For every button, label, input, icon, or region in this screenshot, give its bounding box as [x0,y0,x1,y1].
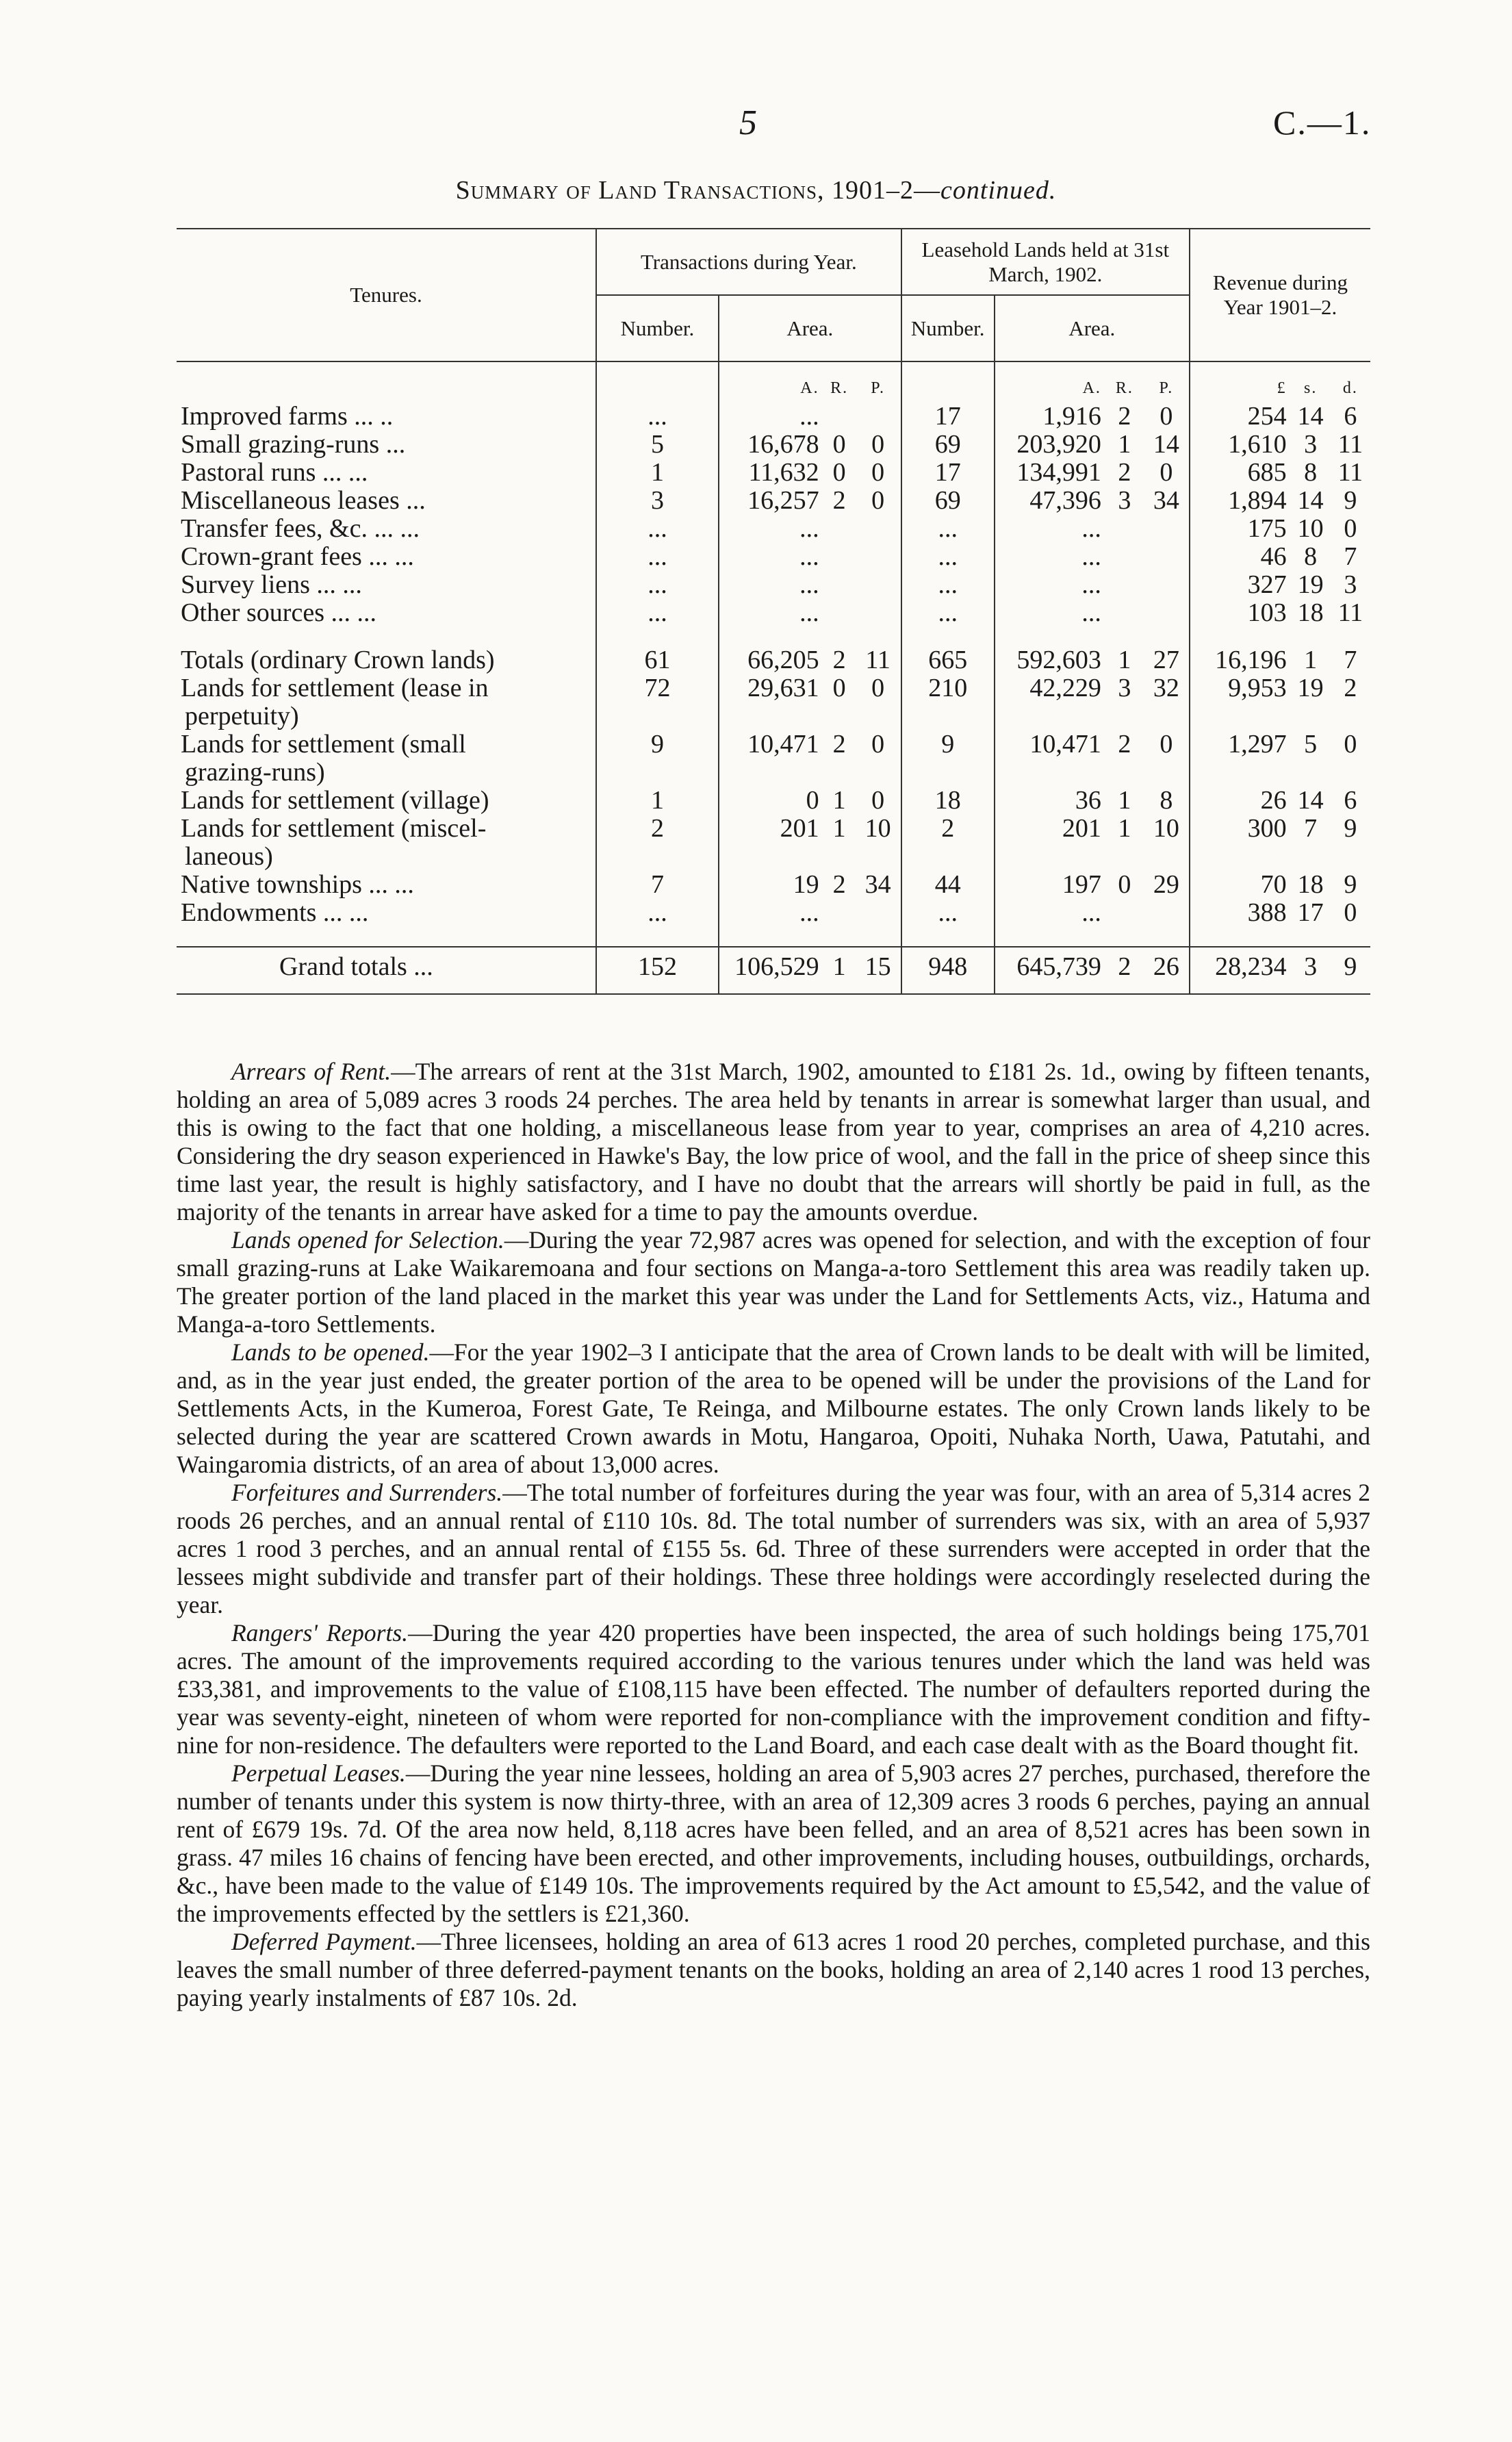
document-reference: C.—1. [1273,103,1372,142]
transactions-roods [823,515,856,543]
paragraph-heading: Perpetual Leases. [231,1759,406,1787]
revenue-pounds: 26 [1190,787,1291,815]
revenue-pounds: 103 [1190,599,1291,627]
table-row [177,815,1370,871]
transactions-perches: 0 [871,486,885,515]
transactions-acres: ... [719,403,823,431]
header-tenures: Tenures. [177,229,596,361]
land-transactions-table [177,228,1370,995]
revenue-shillings: 7 [1304,814,1318,843]
revenue-pence: 11 [1337,430,1363,459]
transactions-perches [856,599,901,627]
table-row [177,646,1370,674]
leasehold-roods [1105,599,1144,627]
transactions-roods: 0 [832,430,846,459]
revenue-pence: 6 [1344,786,1357,815]
units-row [177,361,1370,403]
leasehold-perches [1144,599,1190,627]
revenue-pence: 6 [1344,402,1357,431]
paragraph-text: —The total number of forfeitures during the year was four, with an area of 5,314 acres 2 roods 26 perches, and an annual rental of £110 10s. 8d. The total number of surrenders was six, with an area of 5,937 acres 1 rood 3 perches, and an annual rental of £155 5s. 6d. Three of these surrenders were accepted in order that the lessees might subdivide and transfer part of their holdings. These three holdings were accordingly reselected during the year. [177,1479,1371,1618]
leasehold-number: 9 [901,730,995,787]
transactions-roods: 1 [832,786,846,815]
unit-roods: R. [1115,379,1133,397]
transactions-roods: 2 [832,646,846,674]
table-title-suffix: continued. [940,176,1057,205]
table-row [177,787,1370,815]
header-leasehold-area: Area. [995,295,1190,361]
leasehold-number: 665 [901,646,995,674]
leasehold-perches: 0 [1159,458,1173,487]
leasehold-perches: 27 [1153,646,1179,674]
table-row [177,571,1370,599]
transactions-perches: 10 [864,814,891,843]
leasehold-acres: ... [995,599,1105,627]
table-row [177,543,1370,571]
paragraph [177,1928,1370,2012]
revenue-shillings: 8 [1304,542,1318,571]
revenue-pounds: 300 [1190,815,1291,871]
revenue-pence: 7 [1344,646,1357,674]
leasehold-roods [1105,571,1144,599]
header-transactions-number: Number. [596,295,719,361]
revenue-pence: 9 [1344,952,1357,981]
leasehold-roods: 2 [1118,458,1131,487]
leasehold-perches [1144,515,1190,543]
tenure-label: Grand totals ... [279,952,433,981]
revenue-pounds: 388 [1190,899,1291,927]
table-row [177,899,1370,927]
unit-roods: R. [830,379,849,397]
transactions-roods: 0 [832,674,846,702]
leasehold-number: ... [901,543,995,571]
tenure-label: Small grazing-runs ... [181,430,406,459]
table-row [177,431,1370,459]
transactions-perches: 0 [871,674,885,702]
report-body [177,1058,1370,2012]
paragraph-text: —During the year 72,987 acres was opened for selection, and with the exception of four small grazing-runs at Lake Waikaremoana and four sections on Manga-a-toro Settlement this area was readily taken up. The greater portion of the land placed in the market this year was under the Land for Settlements Acts, viz., Hatuma and Manga-a-toro Settlements. [177,1226,1370,1338]
leasehold-number: 2 [901,815,995,871]
table-row [177,403,1370,431]
tenure-label: Miscellaneous leases ... [181,486,426,515]
leasehold-acres: 134,991 [995,459,1105,487]
transactions-number: ... [596,571,719,599]
transactions-acres: 0 [719,787,823,815]
table-row [177,730,1370,787]
leasehold-number: 17 [901,459,995,487]
paragraph-heading: Rangers' Reports. [231,1619,409,1646]
transactions-number: 2 [596,815,719,871]
transactions-roods: 1 [832,814,846,843]
revenue-pounds: 16,196 [1190,646,1291,674]
leasehold-number: 18 [901,787,995,815]
leasehold-number: 210 [901,674,995,730]
transactions-number: ... [596,543,719,571]
leasehold-acres: 203,920 [995,431,1105,459]
revenue-pounds: 685 [1190,459,1291,487]
unit-acres: A. [719,361,823,403]
leasehold-number: ... [901,571,995,599]
tenure-cell [177,515,596,543]
tenure-cell [177,459,596,487]
leasehold-acres: ... [995,899,1105,927]
paragraph [177,1338,1370,1479]
transactions-acres: 201 [719,815,823,871]
header-leasehold-number: Number. [901,295,995,361]
tenure-label: Other sources ... ... [181,598,376,627]
table-title [0,175,1512,205]
paragraph-heading: Deferred Payment. [231,1928,417,1955]
transactions-acres: ... [719,899,823,927]
revenue-shillings: 1 [1304,646,1318,674]
leasehold-perches: 34 [1153,486,1179,515]
transactions-perches: 0 [871,458,885,487]
unit-perches: P. [1159,379,1174,397]
tenure-cell [177,599,596,627]
leasehold-roods: 2 [1118,952,1131,981]
leasehold-acres: ... [995,571,1105,599]
leasehold-acres: 201 [995,815,1105,871]
revenue-shillings: 18 [1297,598,1324,627]
table-row [177,599,1370,627]
transactions-number: ... [596,899,719,927]
revenue-pounds: 254 [1190,403,1291,431]
transactions-roods [823,571,856,599]
paragraph-text: —For the year 1902–3 I anticipate that the area of Crown lands to be dealt with will be limited, and, as in the year just ended, the greater portion of the area to be opened will be under the provisions of the Land for Settlements Acts, in the Kumeroa, Forest Gate, Te Reinga, and Milbourne estates. The only Crown lands likely to be selected during the year are scattered Crown awards in Motu, Hangaroa, Opoiti, Nuhaka North, Uawa, Patutahi, and Waingaromia districts, of an area of about 13,000 acres. [177,1338,1370,1478]
leasehold-acres: 645,739 [995,947,1105,994]
tenure-label: Improved farms ... .. [181,402,394,431]
transactions-acres: 19 [719,871,823,899]
table-row [177,487,1370,515]
revenue-pence: 0 [1344,898,1357,927]
transactions-number: 1 [596,787,719,815]
tenure-label: Totals (ordinary Crown lands) [181,646,495,674]
transactions-perches: 34 [864,870,891,899]
revenue-pence: 2 [1344,674,1357,702]
revenue-pounds: 1,297 [1190,730,1291,787]
paragraph [177,1479,1370,1619]
revenue-pounds: 28,234 [1190,947,1291,994]
header-leasehold: Leasehold Lands held at 31st March, 1902. [901,229,1190,295]
unit-acres: A. [995,361,1105,403]
revenue-pounds: 1,610 [1190,431,1291,459]
transactions-number: 152 [596,947,719,994]
leasehold-perches: 8 [1159,786,1173,815]
tenure-label: Endowments ... ... [181,898,369,927]
tenure-cell [177,571,596,599]
table-row [177,674,1370,730]
leasehold-roods: 1 [1118,430,1131,459]
transactions-perches: 11 [865,646,890,674]
table-row [177,459,1370,487]
leasehold-acres: 10,471 [995,730,1105,787]
transactions-roods: 0 [832,458,846,487]
transactions-number: 1 [596,459,719,487]
leasehold-perches: 29 [1153,870,1179,899]
revenue-shillings: 10 [1297,514,1324,543]
revenue-pence: 9 [1344,814,1357,843]
paragraph-heading: Arrears of Rent. [231,1058,392,1085]
tenure-cell [177,403,596,431]
transactions-number: 72 [596,674,719,730]
transactions-acres: 16,257 [719,487,823,515]
revenue-shillings: 17 [1297,898,1324,927]
tenure-cell [177,646,596,674]
transactions-perches [856,515,901,543]
revenue-pence: 9 [1344,486,1357,515]
unit-pence: d. [1342,379,1358,397]
transactions-perches [856,543,901,571]
header-transactions-area: Area. [719,295,901,361]
transactions-acres: 11,632 [719,459,823,487]
transactions-number: ... [596,403,719,431]
leasehold-number: 44 [901,871,995,899]
tenure-cell [177,871,596,899]
revenue-shillings: 8 [1304,458,1318,487]
leasehold-perches: 0 [1159,730,1173,759]
leasehold-roods [1105,515,1144,543]
transactions-perches: 15 [864,952,891,981]
revenue-pence: 9 [1344,870,1357,899]
leasehold-perches: 10 [1153,814,1179,843]
paragraph-heading: Forfeitures and Surrenders. [231,1479,503,1506]
paragraph [177,1759,1370,1928]
unit-perches: P. [871,379,885,397]
revenue-shillings: 5 [1304,730,1318,759]
leasehold-number: 69 [901,487,995,515]
revenue-pounds: 9,953 [1190,674,1291,730]
tenure-label: Native townships ... ... [181,870,414,899]
transactions-perches: 0 [871,730,885,759]
revenue-pounds: 327 [1190,571,1291,599]
leasehold-perches [1144,899,1190,927]
transactions-roods [823,403,856,431]
transactions-number: 3 [596,487,719,515]
tenure-cell [177,787,596,815]
leasehold-roods [1105,899,1144,927]
transactions-acres: 66,205 [719,646,823,674]
leasehold-roods: 3 [1118,674,1131,702]
leasehold-number: ... [901,515,995,543]
tenure-cell [177,899,596,927]
transactions-roods [823,599,856,627]
revenue-pence: 7 [1344,542,1357,571]
transactions-acres: ... [719,599,823,627]
paragraph-text: —The arrears of rent at the 31st March, 1902, amounted to £181 2s. 1d., owing by fifteen tenants, holding an area of 5,089 acres 3 roods 24 perches. The area held by tenants in arrear is somewhat larger than usual, and this is owing to the fact that one holding, a miscellaneous lease from year to year, comprises an area of 4,210 acres. Considering the dry season experienced in Hawke's Bay, the low price of wool, and the fall in the price of sheep since this time last year, the result is highly satisfactory, and I have no doubt that the arrears will shortly be paid in full, as the majority of the tenants in arrear have asked for a time to pay the amounts overdue. [177,1058,1370,1225]
paragraph-text: —Three licensees, holding an area of 613 acres 1 rood 20 perches, completed purchase, and this leaves the small number of three deferred-payment tenants on the books, holding an area of 2,140 acres 1 rood 13 perches, paying yearly instalments of £87 10s. 2d. [177,1928,1370,2011]
leasehold-number: 69 [901,431,995,459]
revenue-shillings: 18 [1297,870,1324,899]
transactions-perches [856,403,901,431]
transactions-number: 5 [596,431,719,459]
leasehold-number: ... [901,899,995,927]
leasehold-acres: 1,916 [995,403,1105,431]
revenue-pounds: 175 [1190,515,1291,543]
tenure-cell [177,487,596,515]
transactions-acres: 106,529 [719,947,823,994]
leasehold-perches: 26 [1153,952,1179,981]
paragraph [177,1058,1370,1226]
leasehold-acres: 36 [995,787,1105,815]
tenure-cell [177,815,596,871]
revenue-pence: 11 [1337,598,1363,627]
unit-shillings: s. [1303,379,1318,397]
transactions-roods [823,543,856,571]
leasehold-number: 948 [901,947,995,994]
table-title-main: Summary of Land Transactions, 1901–2— [455,176,941,205]
transactions-perches: 0 [871,786,885,815]
leasehold-roods [1105,543,1144,571]
revenue-pounds: 70 [1190,871,1291,899]
leasehold-perches [1144,543,1190,571]
leasehold-acres: 47,396 [995,487,1105,515]
leasehold-number: 17 [901,403,995,431]
paragraph [177,1226,1370,1338]
leasehold-perches [1144,571,1190,599]
tenure-label-continued: laneous) [185,842,273,871]
tenure-label: Lands for settlement (miscel- [181,814,487,843]
tenure-cell [177,543,596,571]
transactions-acres: 16,678 [719,431,823,459]
leasehold-roods: 3 [1118,486,1131,515]
revenue-pence: 0 [1344,514,1357,543]
transactions-roods [823,899,856,927]
revenue-shillings: 14 [1297,402,1324,431]
transactions-number: ... [596,515,719,543]
revenue-pounds: 1,894 [1190,487,1291,515]
transactions-roods: 2 [832,486,846,515]
page-number: 5 [739,103,757,142]
leasehold-roods: 2 [1118,730,1131,759]
paragraph [177,1619,1370,1759]
spacer-row [177,927,1370,947]
grand-totals-row [177,947,1370,994]
leasehold-roods: 1 [1118,814,1131,843]
leasehold-acres: ... [995,515,1105,543]
transactions-number: 9 [596,730,719,787]
revenue-pence: 0 [1344,730,1357,759]
transactions-perches [856,899,901,927]
transactions-roods: 2 [832,870,846,899]
transactions-acres: 29,631 [719,674,823,730]
tenure-label: Transfer fees, &c. ... ... [181,514,420,543]
transactions-perches [856,571,901,599]
paragraph-heading: Lands to be opened. [231,1338,430,1366]
revenue-shillings: 3 [1304,430,1318,459]
tenure-cell [177,674,596,730]
leasehold-roods: 2 [1118,402,1131,431]
tenure-cell [177,730,596,787]
revenue-shillings: 19 [1297,570,1324,599]
revenue-pounds: 46 [1190,543,1291,571]
unit-pounds: £ [1190,361,1291,403]
tenure-label: Crown-grant fees ... ... [181,542,414,571]
header-transactions: Transactions during Year. [596,229,901,295]
tenure-label: Lands for settlement (small [181,730,466,759]
leasehold-perches: 14 [1153,430,1179,459]
transactions-roods: 1 [832,952,846,981]
header-revenue: Revenue during Year 1901–2. [1190,229,1370,361]
tenure-label: Lands for settlement (lease in [181,674,489,702]
transactions-roods: 2 [832,730,846,759]
tenure-cell [177,431,596,459]
revenue-pence: 3 [1344,570,1357,599]
leasehold-perches: 32 [1153,674,1179,702]
transactions-number: 61 [596,646,719,674]
transactions-number: 7 [596,871,719,899]
revenue-shillings: 14 [1297,786,1324,815]
tenure-label: Survey liens ... ... [181,570,362,599]
revenue-shillings: 19 [1297,674,1324,702]
tenure-label-continued: perpetuity) [185,702,299,730]
leasehold-acres: ... [995,543,1105,571]
leasehold-acres: 592,603 [995,646,1105,674]
tenure-label: Lands for settlement (village) [181,786,489,815]
paragraph-text: —During the year 420 properties have been inspected, the area of such holdings being 175,701 acres. The amount of the improvements required according to the various tenures under which the land was held was £33,381, and improvements to the value of £108,115 have been effected. The number of defaulters reported during the year was seventy-eight, nineteen of whom were reported for non-compliance with the improvement condition and fifty-nine for non-residence. The defaulters were reported to the Land Board, and each case dealt with as the Board thought fit. [177,1619,1370,1759]
paragraph-heading: Lands opened for Selection. [231,1226,504,1254]
transactions-acres: ... [719,571,823,599]
table-row [177,515,1370,543]
leasehold-acres: 42,229 [995,674,1105,730]
transactions-acres: ... [719,543,823,571]
transactions-number: ... [596,599,719,627]
tenure-cell [177,947,596,994]
revenue-shillings: 3 [1304,952,1318,981]
leasehold-perches: 0 [1159,402,1173,431]
revenue-pence: 11 [1337,458,1363,487]
revenue-shillings: 14 [1297,486,1324,515]
tenure-label: Pastoral runs ... ... [181,458,368,487]
transactions-acres: ... [719,515,823,543]
transactions-perches: 0 [871,430,885,459]
leasehold-roods: 1 [1118,646,1131,674]
leasehold-roods: 1 [1118,786,1131,815]
leasehold-acres: 197 [995,871,1105,899]
tenure-label-continued: grazing-runs) [185,758,325,787]
spacer-row [177,627,1370,646]
leasehold-roods: 0 [1118,870,1131,899]
paragraph-text: —During the year nine lessees, holding an area of 5,903 acres 27 perches, purchased, therefore the number of tenants under this system is now thirty-three, with an area of 12,309 acres 3 roods 6 perches, paying an annual rent of £679 19s. 7d. Of the area now held, 8,118 acres have been felled, and an area of 8,521 acres has been sown in grass. 47 miles 16 chains of fencing have been erected, and other improvements, including houses, outbuildings, orchards, &c., have been made to the value of £149 10s. The improvements required by the Act amount to £5,542, and the value of the improvements effected by the settlers is £21,360. [177,1759,1370,1927]
table-row [177,871,1370,899]
leasehold-number: ... [901,599,995,627]
transactions-acres: 10,471 [719,730,823,787]
